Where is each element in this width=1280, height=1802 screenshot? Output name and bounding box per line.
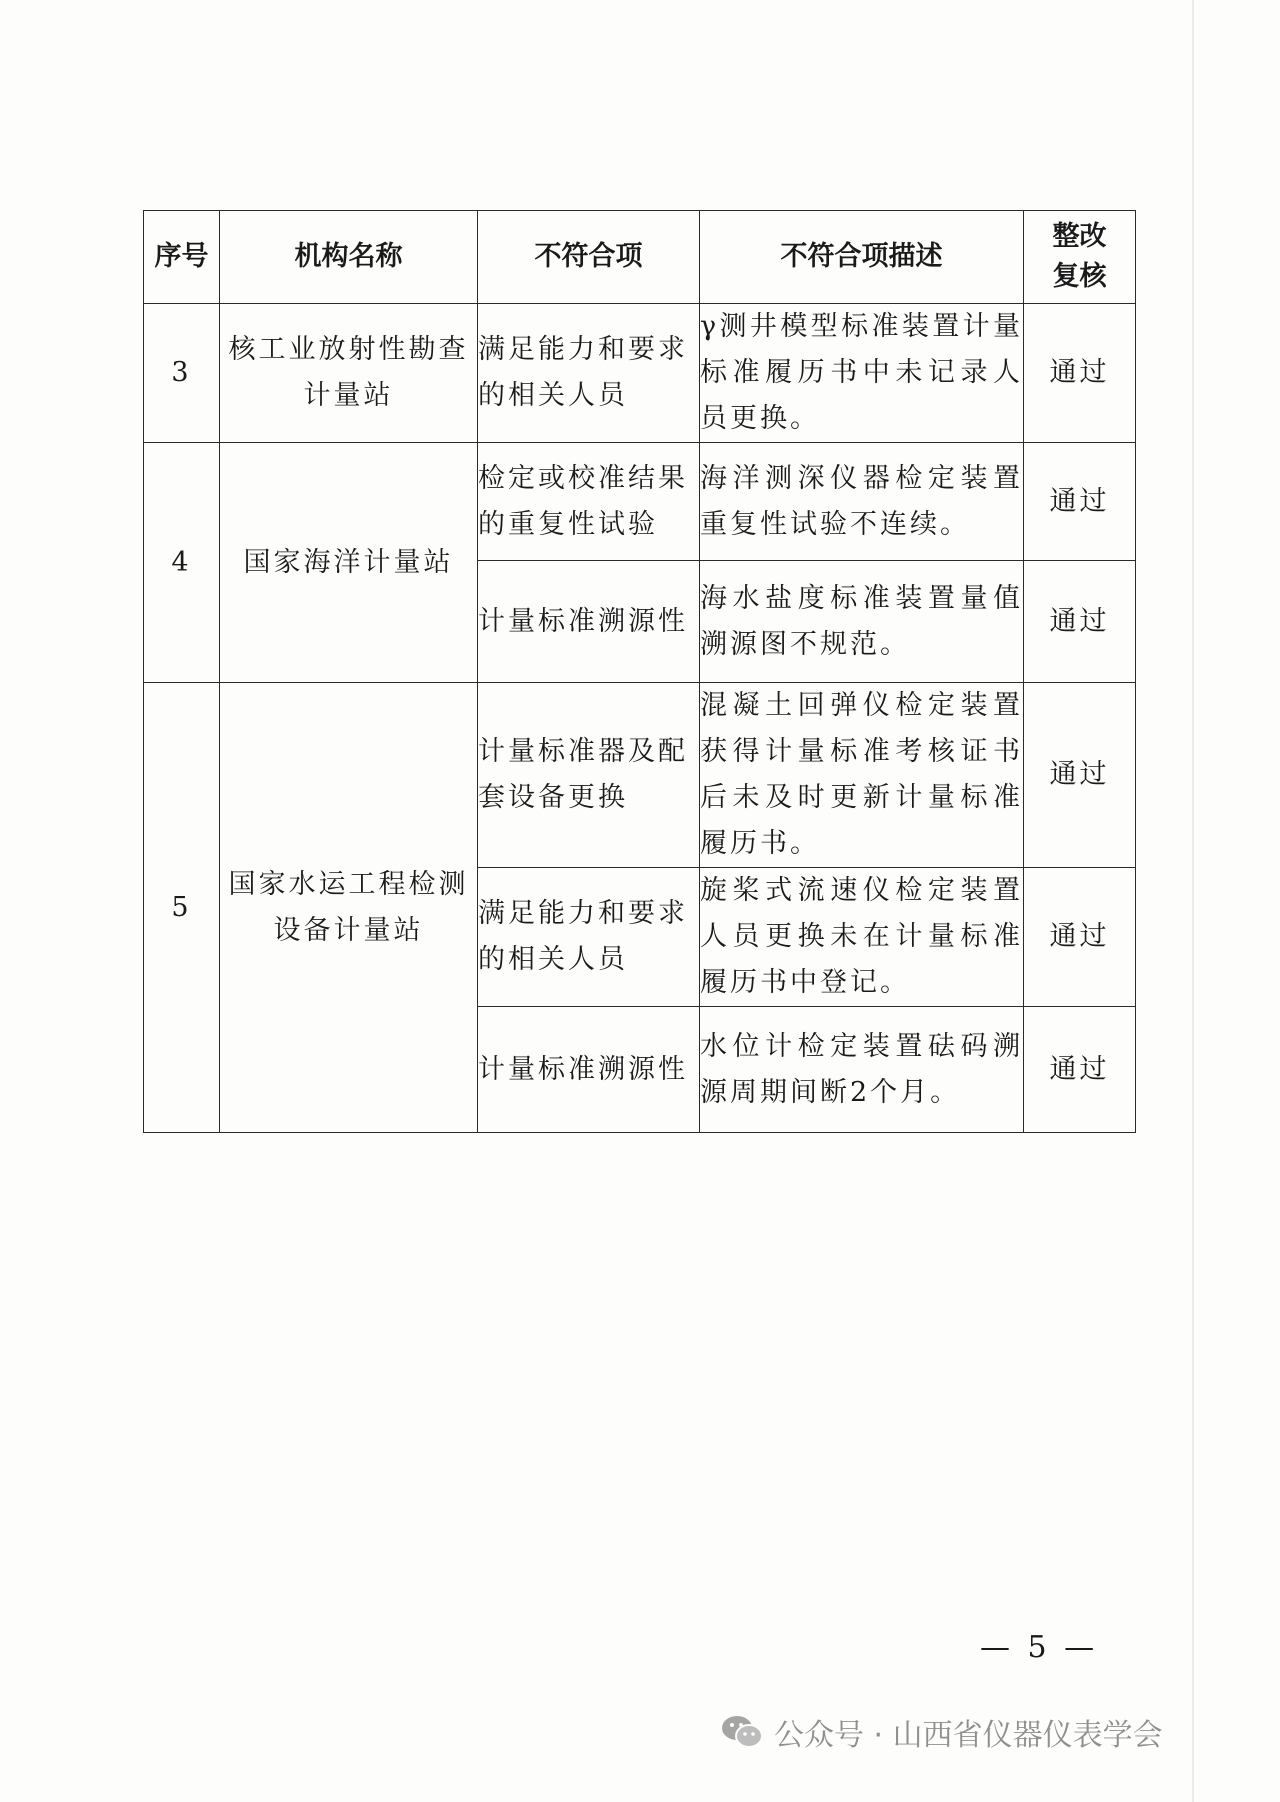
row-result: 通过 bbox=[1024, 1007, 1136, 1133]
row-item: 满足能力和要求的相关人员 bbox=[478, 304, 700, 443]
row-result: 通过 bbox=[1024, 561, 1136, 683]
row-org: 核工业放射性勘查计量站 bbox=[220, 304, 478, 443]
watermark-text: 公众号 · 山西省仪器仪表学会 bbox=[774, 1718, 1163, 1753]
table-row bbox=[144, 304, 1136, 443]
table-header-row bbox=[144, 211, 1136, 304]
row-item: 检定或校准结果的重复性试验 bbox=[478, 443, 700, 561]
row-result: 通过 bbox=[1024, 443, 1136, 561]
row-desc: 水位计检定装置砝码溯源周期间断2个月。 bbox=[700, 1007, 1024, 1133]
header-desc: 不符合项描述 bbox=[700, 211, 1024, 304]
row-item: 满足能力和要求的相关人员 bbox=[478, 868, 700, 1007]
row-item: 计量标准溯源性 bbox=[478, 561, 700, 683]
nonconformity-table bbox=[143, 210, 1136, 1133]
row-desc: γ测井模型标准装置计量标准履历书中未记录人员更换。 bbox=[700, 304, 1024, 443]
table-row bbox=[144, 683, 1136, 868]
row-desc: 海洋测深仪器检定装置重复性试验不连续。 bbox=[700, 443, 1024, 561]
row-num: 5 bbox=[144, 683, 220, 1133]
header-num: 序号 bbox=[144, 211, 220, 304]
wechat-icon bbox=[720, 1713, 764, 1751]
header-result-line1: 整改 bbox=[1052, 221, 1107, 252]
row-org: 国家海洋计量站 bbox=[220, 443, 478, 683]
row-desc: 海水盐度标准装置量值溯源图不规范。 bbox=[700, 561, 1024, 683]
row-desc: 旋桨式流速仪检定装置人员更换未在计量标准履历书中登记。 bbox=[700, 868, 1024, 1007]
header-item: 不符合项 bbox=[478, 211, 700, 304]
row-num: 3 bbox=[144, 304, 220, 443]
row-desc: 混凝土回弹仪检定装置获得计量标准考核证书后未及时更新计量标准履历书。 bbox=[700, 683, 1024, 868]
header-result bbox=[1024, 211, 1136, 304]
row-result: 通过 bbox=[1024, 304, 1136, 443]
table-row bbox=[144, 443, 1136, 561]
page-number: — 5 — bbox=[980, 1630, 1099, 1665]
watermark bbox=[720, 1710, 1163, 1754]
header-result-line2: 复核 bbox=[1052, 261, 1107, 292]
row-result: 通过 bbox=[1024, 868, 1136, 1007]
row-item: 计量标准器及配套设备更换 bbox=[478, 683, 700, 868]
page-edge-shadow bbox=[1192, 0, 1194, 1802]
row-org: 国家水运工程检测设备计量站 bbox=[220, 683, 478, 1133]
row-num: 4 bbox=[144, 443, 220, 683]
row-item: 计量标准溯源性 bbox=[478, 1007, 700, 1133]
row-result: 通过 bbox=[1024, 683, 1136, 868]
header-org: 机构名称 bbox=[220, 211, 478, 304]
